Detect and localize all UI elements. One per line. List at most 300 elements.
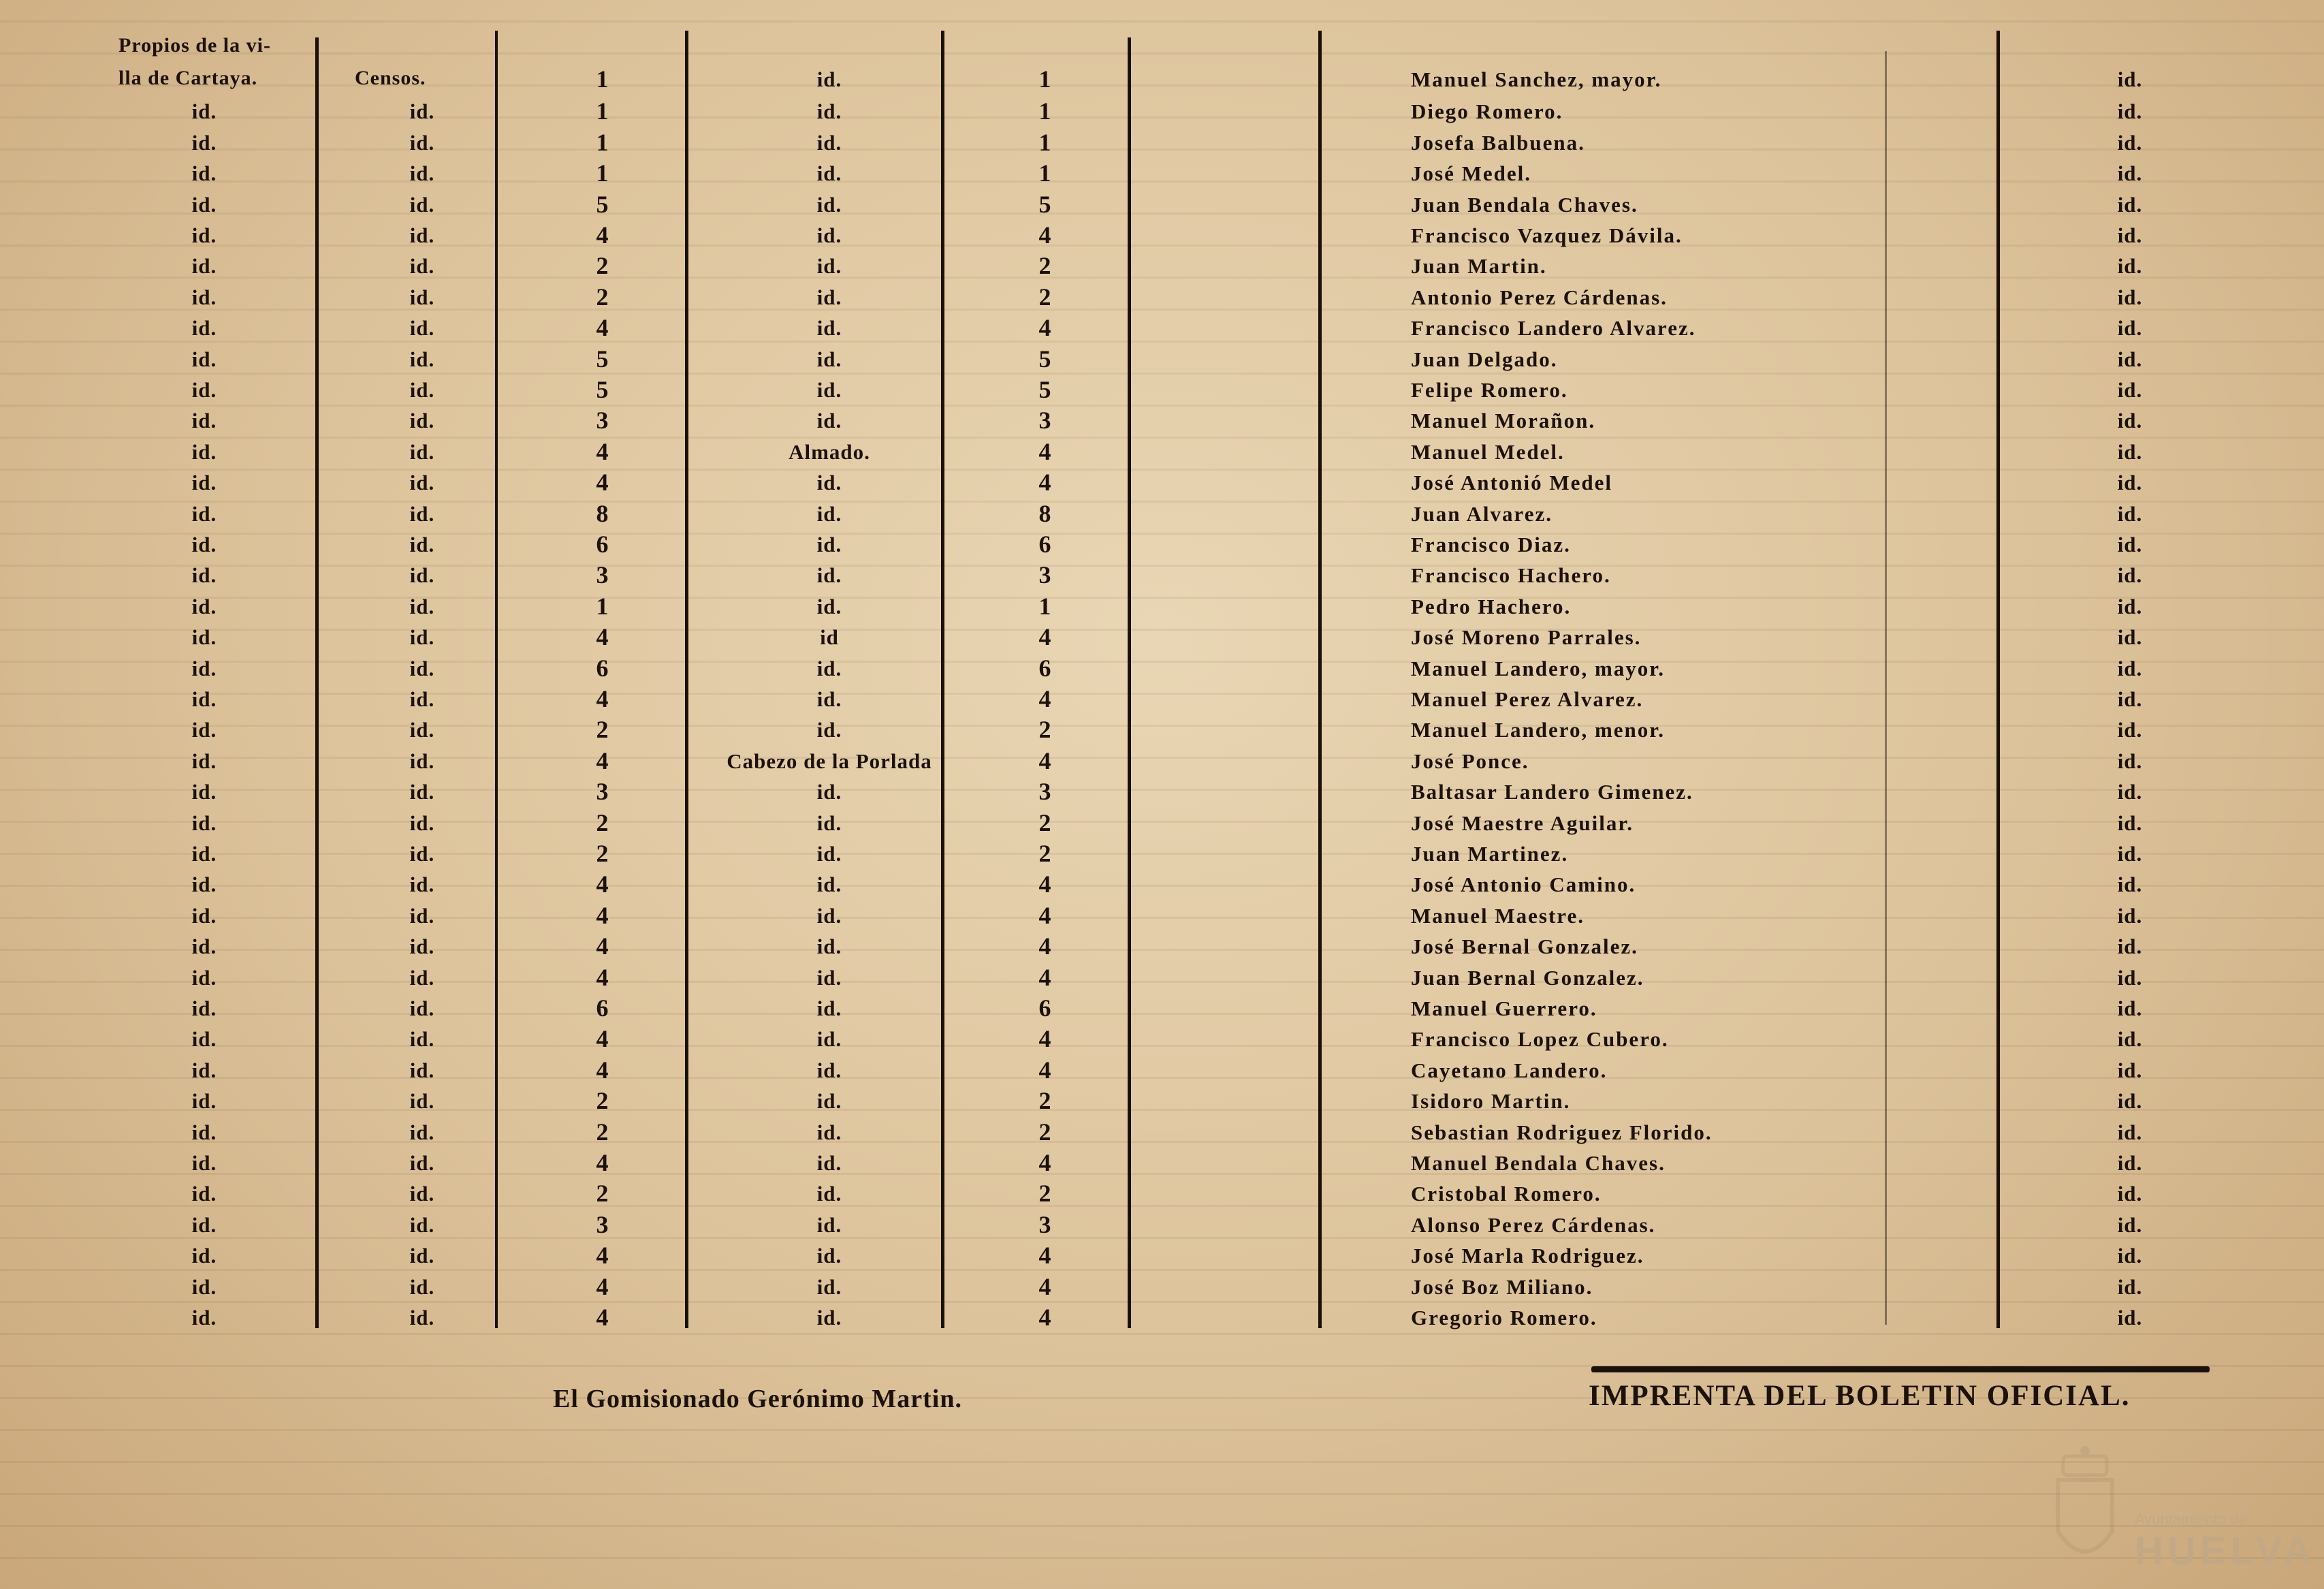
cell-count-1: 4 bbox=[596, 1025, 609, 1053]
cell-count-1: 2 bbox=[596, 716, 609, 744]
cell-count-1: 1 bbox=[596, 159, 609, 187]
cell-id: id. bbox=[2117, 316, 2143, 341]
cell-count-1: 2 bbox=[596, 252, 609, 280]
cell-count-1: 4 bbox=[596, 870, 609, 898]
table-row bbox=[0, 313, 2324, 343]
cell-id: id. bbox=[2117, 1151, 2143, 1175]
cell-id: id. bbox=[2117, 471, 2143, 495]
cell-id: id. bbox=[2117, 347, 2143, 371]
cell-count-1: 4 bbox=[596, 314, 609, 342]
cell-place: id. bbox=[816, 1120, 842, 1144]
cell-id: id. bbox=[2117, 501, 2143, 526]
header-line-1: Propios de la vi- bbox=[118, 34, 271, 57]
table-row bbox=[0, 1117, 2324, 1148]
cell-type: id. bbox=[409, 625, 435, 650]
cell-name: José Ponce. bbox=[1411, 749, 1529, 773]
table-row bbox=[0, 1024, 2324, 1054]
cell-type: id. bbox=[409, 1027, 435, 1052]
cell-count-1: 6 bbox=[596, 994, 609, 1022]
cell-name: Francisco Diaz. bbox=[1411, 533, 1571, 556]
cell-id: id. bbox=[2117, 1027, 2143, 1052]
cell-count-1: 4 bbox=[596, 746, 609, 774]
cell-count-1: 8 bbox=[596, 499, 609, 527]
cell-name: Cristobal Romero. bbox=[1411, 1182, 1602, 1206]
watermark-small-text: Ayuntamiento de bbox=[2135, 1511, 2247, 1528]
table-row bbox=[0, 437, 2324, 467]
table-row bbox=[0, 1055, 2324, 1086]
cell-name: Manuel Bendala Chaves. bbox=[1411, 1151, 1666, 1175]
cell-name: Felipe Romero. bbox=[1411, 378, 1568, 402]
cell-name: Manuel Sanchez, mayor. bbox=[1411, 67, 1662, 91]
cell-place: id. bbox=[816, 99, 842, 124]
cell-type: id. bbox=[409, 656, 435, 680]
table-row bbox=[0, 251, 2324, 281]
cell-proprietor: id. bbox=[191, 872, 217, 897]
cell-count-2: 2 bbox=[1038, 1180, 1052, 1208]
cell-name: Manuel Morañon. bbox=[1411, 409, 1596, 433]
cell-place: id. bbox=[816, 872, 842, 897]
cell-count-1: 4 bbox=[596, 437, 609, 465]
cell-type: id. bbox=[409, 1058, 435, 1082]
cell-count-1: 4 bbox=[596, 221, 609, 249]
cell-proprietor: id. bbox=[191, 780, 217, 804]
cell-proprietor: id. bbox=[191, 254, 217, 279]
cell-count-1: 3 bbox=[596, 1210, 609, 1238]
cell-count-2: 4 bbox=[1038, 870, 1052, 898]
table-row bbox=[0, 993, 2324, 1024]
cell-id: id. bbox=[2117, 161, 2143, 186]
cell-count-2: 1 bbox=[1038, 97, 1052, 125]
header-censos: Censos. bbox=[355, 67, 426, 89]
table-row bbox=[0, 1272, 2324, 1302]
watermark-big-text: HUELVA bbox=[2135, 1529, 2316, 1573]
cell-type: id. bbox=[409, 192, 435, 217]
cell-count-1: 4 bbox=[596, 1056, 609, 1084]
table-row bbox=[0, 1240, 2324, 1271]
cell-id: id. bbox=[2117, 1274, 2143, 1299]
cell-id: id. bbox=[2117, 1244, 2143, 1268]
cell-id: id. bbox=[2117, 533, 2143, 556]
cell-count-1: 6 bbox=[596, 654, 609, 682]
cell-id: id. bbox=[2117, 99, 2143, 124]
cell-proprietor: id. bbox=[191, 996, 217, 1020]
cell-type: id. bbox=[409, 439, 435, 464]
table-row bbox=[0, 467, 2324, 498]
table-row bbox=[0, 776, 2324, 807]
cell-type: id. bbox=[409, 780, 435, 804]
commissioner-signature: El Gomisionado Gerónimo Martin. bbox=[553, 1385, 962, 1413]
cell-id: id. bbox=[2117, 965, 2143, 990]
cell-name: Manuel Maestre. bbox=[1411, 903, 1585, 928]
cell-proprietor: id. bbox=[191, 594, 217, 618]
cell-id: id. bbox=[2117, 223, 2143, 247]
table-row bbox=[0, 282, 2324, 313]
table-row bbox=[0, 869, 2324, 900]
cell-id: id. bbox=[2117, 842, 2143, 866]
table-row bbox=[0, 405, 2324, 436]
cell-place: id. bbox=[816, 718, 842, 742]
cell-count-2: 6 bbox=[1038, 994, 1052, 1022]
cell-count-2: 2 bbox=[1038, 716, 1052, 744]
table-row bbox=[0, 746, 2324, 776]
cell-id: id. bbox=[2117, 718, 2143, 742]
header-line-2: lla de Cartaya. bbox=[118, 67, 258, 89]
cell-id: id. bbox=[2117, 1306, 2143, 1330]
cell-count-1: 5 bbox=[596, 345, 609, 373]
cell-count-1: 2 bbox=[596, 283, 609, 311]
cell-name: Francisco Hachero. bbox=[1411, 563, 1611, 588]
cell-place: id. bbox=[816, 1058, 842, 1082]
cell-count-1: 4 bbox=[596, 1149, 609, 1176]
table-row bbox=[0, 529, 2324, 560]
cell-count-1: 2 bbox=[596, 1180, 609, 1208]
cell-count-1: 4 bbox=[596, 1272, 609, 1300]
cell-count-1: 5 bbox=[596, 190, 609, 218]
cell-type: id. bbox=[409, 687, 435, 711]
cell-type: id. bbox=[409, 594, 435, 618]
cell-name: José Antonió Medel bbox=[1411, 471, 1613, 495]
cell-proprietor: id. bbox=[191, 934, 217, 959]
cell-name: Manuel Medel. bbox=[1411, 439, 1565, 464]
cell-proprietor: id. bbox=[191, 625, 217, 650]
cell-count-1: 1 bbox=[596, 65, 609, 93]
cell-count-1: 4 bbox=[596, 469, 609, 497]
cell-proprietor: id. bbox=[191, 130, 217, 155]
table-row bbox=[0, 64, 2324, 95]
cell-place: id. bbox=[816, 316, 842, 341]
cell-count-2: 3 bbox=[1038, 561, 1052, 589]
cell-count-2: 3 bbox=[1038, 407, 1052, 435]
cell-type: id. bbox=[409, 1212, 435, 1237]
cell-count-2: 1 bbox=[1038, 592, 1052, 620]
cell-name: José Moreno Parrales. bbox=[1411, 625, 1642, 650]
cell-name: Cayetano Landero. bbox=[1411, 1058, 1608, 1082]
cell-count-2: 4 bbox=[1038, 1304, 1052, 1331]
cell-count-2: 6 bbox=[1038, 531, 1052, 558]
cell-count-1: 1 bbox=[596, 97, 609, 125]
table-row bbox=[0, 375, 2324, 405]
cell-proprietor: id. bbox=[191, 842, 217, 866]
cell-place: id. bbox=[816, 687, 842, 711]
cell-count-2: 4 bbox=[1038, 469, 1052, 497]
table-row bbox=[0, 684, 2324, 714]
cell-proprietor: id. bbox=[191, 563, 217, 588]
cell-count-2: 6 bbox=[1038, 654, 1052, 682]
cell-id: id. bbox=[2117, 996, 2143, 1020]
cell-id: id. bbox=[2117, 903, 2143, 928]
cell-proprietor: id. bbox=[191, 718, 217, 742]
cell-place: id. bbox=[816, 501, 842, 526]
cell-proprietor: id. bbox=[191, 161, 217, 186]
cell-proprietor: id. bbox=[191, 409, 217, 433]
cell-name: José Boz Miliano. bbox=[1411, 1274, 1593, 1299]
cell-type: id. bbox=[409, 285, 435, 309]
cell-place: id. bbox=[816, 285, 842, 309]
cell-count-1: 1 bbox=[596, 128, 609, 156]
cell-name: Juan Bendala Chaves. bbox=[1411, 192, 1638, 217]
cell-type: id. bbox=[409, 811, 435, 835]
cell-proprietor: id. bbox=[191, 749, 217, 773]
cell-proprietor: id. bbox=[191, 1274, 217, 1299]
cell-proprietor: id. bbox=[191, 316, 217, 341]
cell-id: id. bbox=[2117, 563, 2143, 588]
cell-proprietor: id. bbox=[191, 903, 217, 928]
cell-proprietor: id. bbox=[191, 501, 217, 526]
cell-place: id. bbox=[816, 1027, 842, 1052]
cell-type: id. bbox=[409, 965, 435, 990]
cell-count-1: 4 bbox=[596, 623, 609, 651]
cell-place: Almado. bbox=[789, 439, 870, 464]
table-row bbox=[0, 622, 2324, 652]
cell-id: id. bbox=[2117, 285, 2143, 309]
cell-place: id. bbox=[816, 347, 842, 371]
cell-id: id. bbox=[2117, 192, 2143, 217]
cell-proprietor: id. bbox=[191, 471, 217, 495]
cell-count-2: 4 bbox=[1038, 746, 1052, 774]
cell-place: id. bbox=[816, 1089, 842, 1114]
cell-place: id. bbox=[816, 161, 842, 186]
cell-type: id. bbox=[409, 223, 435, 247]
cell-proprietor: id. bbox=[191, 1151, 217, 1175]
cell-count-2: 4 bbox=[1038, 963, 1052, 991]
cell-id: id. bbox=[2117, 872, 2143, 897]
cell-count-2: 3 bbox=[1038, 1210, 1052, 1238]
cell-type: id. bbox=[409, 130, 435, 155]
cell-count-2: 2 bbox=[1038, 1087, 1052, 1115]
cell-place: id. bbox=[816, 1244, 842, 1268]
cell-type: id. bbox=[409, 842, 435, 866]
cell-type: id. bbox=[409, 934, 435, 959]
table-row bbox=[0, 96, 2324, 127]
cell-count-1: 4 bbox=[596, 685, 609, 712]
cell-count-2: 2 bbox=[1038, 252, 1052, 280]
watermark-text bbox=[2135, 1511, 2316, 1574]
cell-place: id. bbox=[816, 67, 842, 91]
press-imprint: IMPRENTA DEL BOLETIN OFICIAL. bbox=[1589, 1380, 2131, 1412]
cell-id: id. bbox=[2117, 780, 2143, 804]
table-row bbox=[0, 344, 2324, 375]
cell-name: Sebastian Rodriguez Florido. bbox=[1411, 1120, 1713, 1144]
cell-id: id. bbox=[2117, 811, 2143, 835]
cell-count-2: 4 bbox=[1038, 1272, 1052, 1300]
cell-type: id. bbox=[409, 99, 435, 124]
cell-id: id. bbox=[2117, 687, 2143, 711]
cell-place: id. bbox=[816, 903, 842, 928]
cell-count-1: 4 bbox=[596, 1242, 609, 1270]
cell-place: id. bbox=[816, 811, 842, 835]
cell-type: id. bbox=[409, 533, 435, 556]
cell-proprietor: id. bbox=[191, 533, 217, 556]
cell-name: José Medel. bbox=[1411, 161, 1531, 186]
table-row bbox=[0, 158, 2324, 189]
cell-type: id. bbox=[409, 1120, 435, 1144]
cell-name: Josefa Balbuena. bbox=[1411, 130, 1585, 155]
cell-id: id. bbox=[2117, 1120, 2143, 1144]
footer-rule bbox=[1591, 1366, 2210, 1372]
table-row bbox=[0, 1086, 2324, 1116]
cell-id: id. bbox=[2117, 439, 2143, 464]
cell-name: José Antonio Camino. bbox=[1411, 872, 1636, 897]
cell-proprietor: id. bbox=[191, 1244, 217, 1268]
cell-count-1: 4 bbox=[596, 901, 609, 929]
cell-type: id. bbox=[409, 996, 435, 1020]
cell-type: id. bbox=[409, 161, 435, 186]
cell-type: id. bbox=[409, 501, 435, 526]
cell-place: id. bbox=[816, 223, 842, 247]
cell-name: Francisco Landero Alvarez. bbox=[1411, 316, 1696, 341]
cell-place: id. bbox=[816, 1151, 842, 1175]
cell-proprietor: id. bbox=[191, 285, 217, 309]
cell-proprietor: id. bbox=[191, 656, 217, 680]
cell-place: Cabezo de la Porlada bbox=[727, 749, 932, 773]
cell-id: id. bbox=[2117, 1089, 2143, 1114]
cell-id: id. bbox=[2117, 378, 2143, 402]
cell-id: id. bbox=[2117, 254, 2143, 279]
cell-type: id. bbox=[409, 471, 435, 495]
cell-name: José Bernal Gonzalez. bbox=[1411, 934, 1638, 959]
cell-proprietor: id. bbox=[191, 99, 217, 124]
table-row bbox=[0, 499, 2324, 529]
cell-proprietor bbox=[163, 64, 245, 95]
table-row bbox=[0, 560, 2324, 591]
cell-type: id. bbox=[409, 347, 435, 371]
cell-count-2: 4 bbox=[1038, 1242, 1052, 1270]
cell-type: id. bbox=[409, 872, 435, 897]
cell-type: id. bbox=[409, 1182, 435, 1206]
cell-id: id. bbox=[2117, 625, 2143, 650]
cell-count-1: 3 bbox=[596, 561, 609, 589]
cell-count-1: 1 bbox=[596, 592, 609, 620]
cell-count-2: 4 bbox=[1038, 1056, 1052, 1084]
cell-count-2: 1 bbox=[1038, 128, 1052, 156]
cell-type: id. bbox=[409, 316, 435, 341]
cell-place: id. bbox=[816, 563, 842, 588]
table-row bbox=[0, 931, 2324, 962]
cell-type: id. bbox=[409, 378, 435, 402]
cell-place: id. bbox=[816, 471, 842, 495]
cell-place: id. bbox=[816, 130, 842, 155]
cell-name: Antonio Perez Cárdenas. bbox=[1411, 285, 1668, 309]
table-row bbox=[0, 653, 2324, 684]
cell-count-1: 3 bbox=[596, 407, 609, 435]
cell-type: id. bbox=[409, 1306, 435, 1330]
cell-proprietor: id. bbox=[191, 1306, 217, 1330]
table-row bbox=[0, 1210, 2324, 1240]
table-row bbox=[0, 1302, 2324, 1333]
cell-place: id. bbox=[816, 409, 842, 433]
city-seal-watermark-icon bbox=[2044, 1443, 2126, 1575]
cell-id: id. bbox=[2117, 934, 2143, 959]
cell-id: id. bbox=[2117, 1182, 2143, 1206]
cell-name: Pedro Hachero. bbox=[1411, 594, 1572, 618]
cell-place: id. bbox=[816, 1182, 842, 1206]
table-row bbox=[0, 220, 2324, 251]
cell-count-2: 4 bbox=[1038, 221, 1052, 249]
cell-name: Juan Delgado. bbox=[1411, 347, 1558, 371]
cell-proprietor: id. bbox=[191, 811, 217, 835]
cell-name: Francisco Vazquez Dávila. bbox=[1411, 223, 1683, 247]
cell-place: id. bbox=[816, 780, 842, 804]
cell-place: id. bbox=[816, 965, 842, 990]
cell-name: José Marla Rodriguez. bbox=[1411, 1244, 1644, 1268]
cell-type: id. bbox=[409, 1089, 435, 1114]
cell-count-2: 2 bbox=[1038, 840, 1052, 867]
cell-count-2: 2 bbox=[1038, 283, 1052, 311]
cell-place: id. bbox=[816, 378, 842, 402]
cell-proprietor: id. bbox=[191, 1058, 217, 1082]
cell-name: Juan Bernal Gonzalez. bbox=[1411, 965, 1644, 990]
cell-type: id. bbox=[409, 409, 435, 433]
cell-type: id. bbox=[409, 1274, 435, 1299]
cell-id: id. bbox=[2117, 409, 2143, 433]
cell-count-1: 6 bbox=[596, 531, 609, 558]
cell-name: José Maestre Aguilar. bbox=[1411, 811, 1634, 835]
cell-name: Manuel Perez Alvarez. bbox=[1411, 687, 1644, 711]
cell-count-2: 5 bbox=[1038, 190, 1052, 218]
cell-place: id. bbox=[816, 656, 842, 680]
cell-place: id. bbox=[816, 934, 842, 959]
cell-name: Juan Alvarez. bbox=[1411, 501, 1553, 526]
table-row bbox=[0, 808, 2324, 838]
cell-name: Isidoro Martin. bbox=[1411, 1089, 1571, 1114]
cell-count-2: 4 bbox=[1038, 1025, 1052, 1053]
cell-name: Alonso Perez Cárdenas. bbox=[1411, 1212, 1656, 1237]
cell-proprietor: id. bbox=[191, 192, 217, 217]
cell-name: Baltasar Landero Gimenez. bbox=[1411, 780, 1693, 804]
cell-place: id. bbox=[816, 254, 842, 279]
cell-place: id. bbox=[816, 996, 842, 1020]
cell-count-1: 4 bbox=[596, 932, 609, 960]
cell-count-1: 2 bbox=[596, 1087, 609, 1115]
table-row bbox=[0, 1148, 2324, 1178]
cell-count-2: 4 bbox=[1038, 437, 1052, 465]
cell-proprietor: id. bbox=[191, 1089, 217, 1114]
cell-name: Juan Martin. bbox=[1411, 254, 1547, 279]
cell-count-2: 2 bbox=[1038, 1118, 1052, 1146]
cell-type: id. bbox=[409, 563, 435, 588]
cell-name: Juan Martinez. bbox=[1411, 842, 1569, 866]
cell-count-2: 4 bbox=[1038, 623, 1052, 651]
cell-type: id. bbox=[409, 903, 435, 928]
cell-count-2: 4 bbox=[1038, 314, 1052, 342]
cell-count-2: 3 bbox=[1038, 778, 1052, 806]
cell-count-2: 4 bbox=[1038, 685, 1052, 712]
cell-type: id. bbox=[409, 254, 435, 279]
cell-name: Gregorio Romero. bbox=[1411, 1306, 1597, 1330]
cell-count-2: 1 bbox=[1038, 65, 1052, 93]
cell-count-2: 4 bbox=[1038, 932, 1052, 960]
cell-proprietor: id. bbox=[191, 223, 217, 247]
cell-proprietor: id. bbox=[191, 1120, 217, 1144]
cell-count-2: 5 bbox=[1038, 376, 1052, 403]
table-row bbox=[0, 838, 2324, 869]
cell-count-1: 5 bbox=[596, 376, 609, 403]
cell-place: id. bbox=[816, 1274, 842, 1299]
cell-count-2: 1 bbox=[1038, 159, 1052, 187]
cell-count-2: 5 bbox=[1038, 345, 1052, 373]
cell-count-1: 4 bbox=[596, 963, 609, 991]
cell-proprietor: id. bbox=[191, 378, 217, 402]
table-row bbox=[0, 962, 2324, 993]
cell-id: id. bbox=[2117, 1212, 2143, 1237]
cell-count-1: 2 bbox=[596, 840, 609, 867]
cell-proprietor: id. bbox=[191, 439, 217, 464]
cell-name: Manuel Landero, menor. bbox=[1411, 718, 1665, 742]
cell-count-2: 4 bbox=[1038, 1149, 1052, 1176]
cell-id: id. bbox=[2117, 67, 2143, 91]
cell-place: id. bbox=[816, 594, 842, 618]
table-row bbox=[0, 127, 2324, 158]
